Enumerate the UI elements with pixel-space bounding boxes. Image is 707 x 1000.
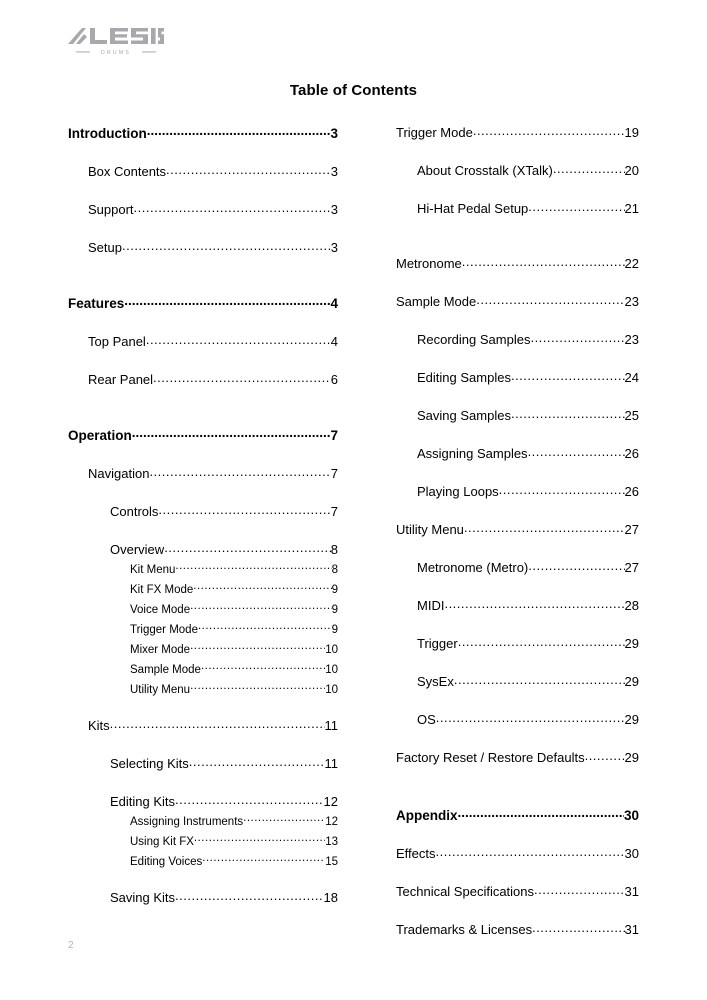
toc-entry-label: Editing Voices: [130, 855, 203, 868]
toc-leader-dots: [175, 561, 331, 573]
toc-entry[interactable]: [68, 294, 338, 310]
toc-leader-dots: [164, 541, 331, 554]
toc-entry-label: Sample Mode: [130, 663, 201, 676]
toc-entry-page-number: 10: [325, 663, 338, 676]
toc-entry-label: Recording Samples: [417, 332, 531, 347]
toc-entry-page-number: 11: [324, 718, 338, 733]
toc-entry-label: Metronome: [396, 256, 462, 271]
toc-leader-dots: [153, 371, 331, 384]
toc-entry-page-number: 9: [331, 583, 338, 596]
toc-entry[interactable]: [130, 661, 338, 676]
toc-leader-dots: [476, 293, 624, 306]
toc-leader-dots: [458, 806, 624, 820]
toc-entry-page-number: 30: [623, 807, 639, 823]
toc-leader-dots: [189, 755, 325, 768]
toc-entry[interactable]: [396, 921, 639, 936]
toc-leader-dots: [190, 681, 325, 693]
toc-entry-page-number: 9: [331, 623, 338, 636]
toc-entry[interactable]: [130, 681, 338, 696]
toc-leader-dots: [146, 333, 331, 346]
toc-entry-page-number: 7: [330, 466, 338, 481]
toc-leader-dots: [243, 813, 325, 825]
toc-leader-dots: [149, 465, 330, 478]
toc-leader-dots: [201, 661, 325, 673]
toc-entry-page-number: 22: [624, 256, 639, 271]
toc-entry-label: Navigation: [88, 466, 150, 481]
toc-leader-dots: [436, 845, 625, 858]
toc-entry-label: Utility Menu: [130, 683, 191, 696]
toc-entry[interactable]: [417, 331, 639, 346]
toc-leader-dots: [132, 426, 331, 440]
toc-entry[interactable]: [88, 465, 338, 480]
toc-entry-label: Effects: [396, 846, 436, 861]
toc-entry-page-number: 31: [624, 922, 639, 937]
toc-entry-page-number: 28: [624, 598, 639, 613]
toc-entry[interactable]: [68, 426, 338, 442]
toc-entry[interactable]: [417, 483, 639, 498]
toc-entry-label: Trigger Mode: [130, 623, 198, 636]
page-title: Table of Contents: [289, 82, 418, 99]
toc-entry-page-number: 3: [330, 125, 338, 141]
toc-entry-page-number: 12: [323, 794, 338, 809]
toc-entry[interactable]: [130, 621, 338, 636]
toc-entry[interactable]: [88, 163, 338, 178]
toc-entry-label: Voice Mode: [130, 603, 191, 616]
toc-entry[interactable]: [110, 755, 338, 770]
toc-entry-label: Box Contents: [88, 164, 167, 179]
alesis-drums-logo: [68, 26, 164, 58]
toc-entry[interactable]: [417, 200, 639, 215]
toc-entry-page-number: 8: [330, 542, 338, 557]
toc-entry-page-number: 11: [324, 756, 338, 771]
toc-column-left: [68, 124, 338, 904]
toc-leader-dots: [190, 601, 331, 613]
toc-leader-dots: [158, 503, 330, 516]
toc-entry-label: Trademarks & Licenses: [396, 922, 533, 937]
toc-entry[interactable]: [130, 641, 338, 656]
toc-entry[interactable]: [396, 521, 639, 536]
toc-entry-label: Editing Samples: [417, 370, 511, 385]
toc-entry-page-number: 10: [325, 643, 338, 656]
toc-entry-page-number: 12: [325, 815, 338, 828]
toc-leader-dots: [175, 793, 323, 806]
toc-entry-label: Assigning Instruments: [130, 815, 244, 828]
toc-leader-dots: [444, 597, 624, 610]
toc-leader-dots: [499, 483, 625, 496]
toc-leader-dots: [134, 201, 331, 214]
toc-entry[interactable]: [68, 124, 338, 140]
toc-entry-page-number: 24: [624, 370, 639, 385]
toc-entry-label: Kit Menu: [130, 563, 176, 576]
toc-entry-page-number: 20: [624, 163, 639, 178]
toc-entry-label: Setup: [88, 240, 122, 255]
toc-entry-page-number: 6: [330, 372, 338, 387]
toc-entry-label: Using Kit FX: [130, 835, 194, 848]
toc-entry-label: Editing Kits: [110, 794, 176, 809]
toc-entry-page-number: 26: [624, 446, 639, 461]
toc-leader-dots: [532, 921, 624, 934]
toc-entry-label: MIDI: [417, 598, 445, 613]
toc-leader-dots: [454, 673, 625, 686]
toc-entry-label: Operation: [68, 427, 132, 443]
toc-entry-page-number: 31: [624, 884, 639, 899]
toc-entry-label: Top Panel: [88, 334, 146, 349]
footer-page-number: 2: [68, 940, 74, 951]
toc-leader-dots: [147, 124, 331, 138]
toc-entry-page-number: 15: [325, 855, 338, 868]
toc-entry-page-number: 19: [624, 125, 639, 140]
toc-leader-dots: [462, 255, 625, 268]
toc-entry-page-number: 23: [624, 332, 639, 347]
toc-entry-label: Assigning Samples: [417, 446, 528, 461]
toc-entry-label: Support: [88, 202, 134, 217]
toc-entry-page-number: 8: [331, 563, 338, 576]
toc-leader-dots: [464, 521, 625, 534]
toc-entry-label: Rear Panel: [88, 372, 154, 387]
toc-entry-label: Trigger: [417, 636, 458, 651]
toc-entry[interactable]: [417, 635, 639, 650]
toc-entry[interactable]: [417, 597, 639, 612]
toc-entry[interactable]: [130, 581, 338, 596]
toc-leader-dots: [202, 853, 325, 865]
toc-leader-dots: [534, 883, 625, 896]
toc-entry-page-number: 13: [325, 835, 338, 848]
toc-entry-page-number: 18: [323, 890, 338, 905]
toc-entry-page-number: 3: [330, 164, 338, 179]
toc-entry-page-number: 23: [624, 294, 639, 309]
toc-entry-label: Mixer Mode: [130, 643, 191, 656]
toc-entry-label: Selecting Kits: [110, 756, 189, 771]
toc-entry-label: Playing Loops: [417, 484, 499, 499]
toc-entry-page-number: 7: [330, 504, 338, 519]
toc-entry-page-number: 25: [624, 408, 639, 423]
toc-leader-dots: [530, 331, 624, 344]
toc-entry[interactable]: [110, 889, 338, 904]
toc-entry[interactable]: [417, 673, 639, 688]
toc-leader-dots: [585, 749, 625, 762]
toc-leader-dots: [528, 559, 624, 572]
toc-entry[interactable]: [396, 124, 639, 139]
alesis-drums-logo-icon: [68, 26, 164, 58]
toc-leader-dots: [198, 621, 332, 633]
toc-leader-dots: [553, 162, 625, 175]
toc-entry[interactable]: [417, 711, 639, 726]
toc-leader-dots: [436, 711, 625, 724]
toc-entry[interactable]: [88, 239, 338, 254]
toc-entry-page-number: 10: [325, 683, 338, 696]
toc-leader-dots: [193, 581, 331, 593]
toc-entry-label: Saving Kits: [110, 890, 176, 905]
toc-entry-page-number: 27: [624, 560, 639, 575]
toc-entry[interactable]: [396, 749, 639, 764]
toc-entry[interactable]: [396, 883, 639, 898]
toc-entry[interactable]: [130, 813, 338, 828]
toc-entry-page-number: 4: [330, 295, 338, 311]
toc-entry[interactable]: [396, 806, 639, 822]
toc-entry-label: Controls: [110, 504, 159, 519]
toc-entry[interactable]: [110, 541, 338, 556]
toc-entry[interactable]: [417, 162, 639, 177]
toc-entry-label: Introduction: [68, 125, 147, 141]
toc-entry-label: Utility Menu: [396, 522, 464, 537]
toc-entry[interactable]: [130, 601, 338, 616]
toc-leader-dots: [166, 163, 331, 176]
toc-entry-page-number: 9: [331, 603, 338, 616]
toc-entry[interactable]: [110, 793, 338, 808]
toc-entry-page-number: 3: [330, 202, 338, 217]
toc-entry-page-number: 30: [624, 846, 639, 861]
toc-entry[interactable]: [396, 293, 639, 308]
toc-leader-dots: [528, 445, 625, 458]
toc-entry[interactable]: [110, 503, 338, 518]
toc-entry[interactable]: [88, 201, 338, 216]
toc-entry[interactable]: [88, 333, 338, 348]
toc-entry-label: SysEx: [417, 674, 454, 689]
toc-entry-label: Saving Samples: [417, 408, 511, 423]
toc-entry-page-number: 29: [624, 674, 639, 689]
svg-text:DRUMS: DRUMS: [100, 50, 132, 56]
toc-leader-dots: [194, 833, 325, 845]
toc-entry[interactable]: [130, 853, 338, 868]
toc-entry-label: Kits: [88, 718, 110, 733]
toc-leader-dots: [511, 407, 625, 420]
toc-entry-label: Technical Specifications: [396, 884, 535, 899]
toc-entry[interactable]: [417, 559, 639, 574]
toc-leader-dots: [175, 889, 323, 902]
toc-entry[interactable]: [396, 845, 639, 860]
toc-entry-label: Sample Mode: [396, 294, 477, 309]
toc-entry-page-number: 27: [624, 522, 639, 537]
toc-entry[interactable]: [88, 371, 338, 386]
toc-leader-dots: [122, 239, 331, 252]
toc-entry[interactable]: [130, 833, 338, 848]
toc-entry-page-number: 21: [624, 201, 639, 216]
toc-entry-label: Overview: [110, 542, 165, 557]
toc-entry-page-number: 29: [624, 712, 639, 727]
toc-entry[interactable]: [417, 445, 639, 460]
toc-leader-dots: [511, 369, 625, 382]
toc-leader-dots: [458, 635, 625, 648]
toc-leader-dots: [528, 200, 624, 213]
toc-entry-page-number: 26: [624, 484, 639, 499]
toc-entry-label: Hi-Hat Pedal Setup: [417, 201, 529, 216]
toc-entry[interactable]: [417, 369, 639, 384]
toc-column-right: [396, 124, 639, 936]
toc-entry-page-number: 29: [624, 750, 639, 765]
toc-leader-dots: [110, 717, 325, 730]
toc-entry-label: About Crosstalk (XTalk): [417, 163, 553, 178]
toc-entry-label: Appendix: [396, 807, 458, 823]
toc-entry-label: Features: [68, 295, 125, 311]
toc-entry[interactable]: [396, 255, 639, 270]
toc-entry-page-number: 29: [624, 636, 639, 651]
toc-entry-label: Factory Reset / Restore Defaults: [396, 750, 585, 765]
toc-entry-label: Kit FX Mode: [130, 583, 194, 596]
toc-entry-page-number: 7: [330, 427, 338, 443]
toc-entry[interactable]: [88, 717, 338, 732]
toc-entry-page-number: 4: [330, 334, 338, 349]
toc-entry[interactable]: [417, 407, 639, 422]
toc-leader-dots: [473, 124, 625, 137]
toc-entry-label: OS: [417, 712, 436, 727]
toc-entry-label: Trigger Mode: [396, 125, 473, 140]
toc-entry[interactable]: [130, 561, 338, 576]
toc-leader-dots: [190, 641, 325, 653]
toc-entry-page-number: 3: [330, 240, 338, 255]
toc-entry-label: Metronome (Metro): [417, 560, 529, 575]
toc-leader-dots: [124, 294, 330, 308]
